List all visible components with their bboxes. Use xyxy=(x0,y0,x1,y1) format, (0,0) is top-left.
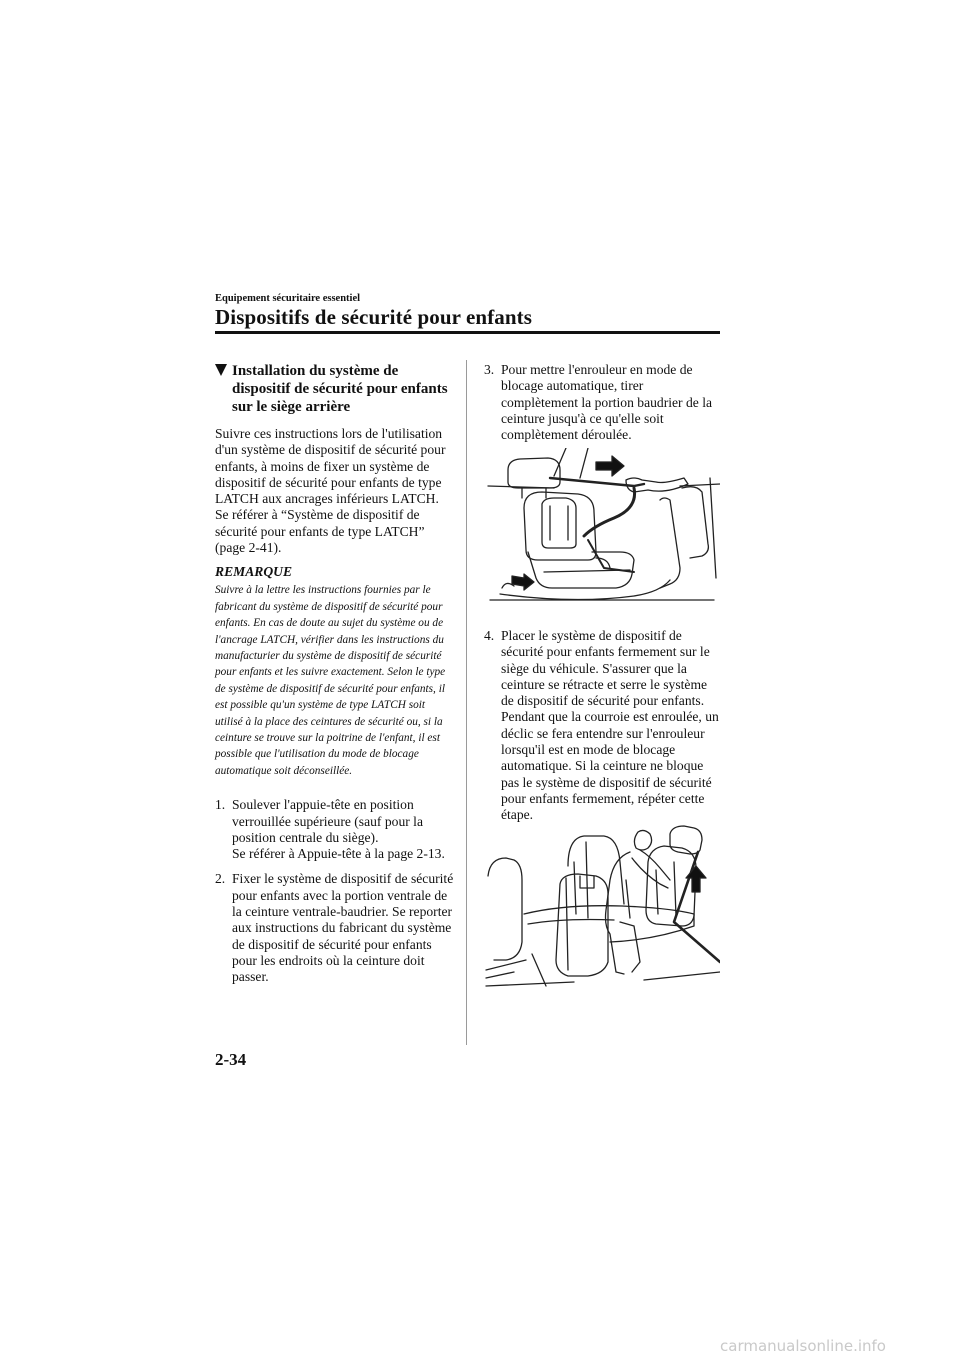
title-rule xyxy=(215,331,720,334)
step-2 xyxy=(215,871,455,985)
right-column xyxy=(484,362,720,452)
step-reference: Se référer à Appuie-tête à la page 2-13. xyxy=(232,846,445,862)
step-4 xyxy=(484,628,720,824)
step-3 xyxy=(484,362,720,443)
right-column-lower xyxy=(484,628,720,833)
step-text: Pour mettre l'enrouleur en mode de blocage automatique, tirer complètement la portion baudrier de la ceinture jusqu'à ce qu'elle soit complètement déroulée. xyxy=(501,362,713,443)
triangle-marker-icon xyxy=(215,364,227,376)
illustration-belt-pull xyxy=(484,448,720,608)
note-title: REMARQUE xyxy=(215,564,293,580)
step-number: 3. xyxy=(484,362,495,377)
page-title: Dispositifs de sécurité pour enfants xyxy=(215,305,533,329)
step-1 xyxy=(215,797,455,862)
step-number: 2. xyxy=(215,871,226,887)
section-label: Equipement sécuritaire essentiel xyxy=(215,293,361,304)
section-heading-text: Installation du système de dispositif de sécurité pour enfants sur le siège arrière xyxy=(232,363,448,415)
step-number: 4. xyxy=(484,628,495,643)
step-text: Placer le système de dispositif de sécurité pour enfants fermement sur le siège du véhicule. S'assurer que la ceinture se rétracte et serre le système de dispositif de sécurité pour enfants. Pendant que la courroie est enroulée, un déclic se fera entendre sur l'enrouleur lorsqu'il est en mode de blocage automatique. Si la ceinture ne bloque pas le système de dispositif de sécurité pour enfants fermement, répéter cette étape. xyxy=(501,628,719,823)
step-text: Soulever l'appuie-tête en position verrouillée supérieure (sauf pour la position centrale du siège). xyxy=(232,797,423,845)
step-number: 1. xyxy=(215,797,226,813)
illustration-seat-install xyxy=(484,822,720,990)
note-text: Suivre à la lettre les instructions fournies par le fabricant du système de dispositif de sécurité pour enfants. En cas de doute au sujet du système ou de l'ancrage LATCH, vérifier dans les instructions du manufacturier du système de dispositif de sécurité pour enfants et les suivre exactement. Selon le type de système de dispositif de sécurité pour enfants, il est possible qu'un système de type LATCH soit utilisé à la place des ceintures de sécurité ou, si la ceinture se trouve sur la poitrine de l'enfant, il est possible que l'utilisation du mode de blocage automatique soit déconseillée. xyxy=(215,584,446,777)
column-divider xyxy=(466,360,467,1045)
section-heading xyxy=(215,362,455,416)
page-number: 2-34 xyxy=(215,1050,247,1069)
left-column xyxy=(215,362,455,995)
footer-watermark: carmanualsonline.info xyxy=(720,1337,886,1355)
intro-paragraph: Suivre ces instructions lors de l'utilisation d'un système de dispositif de sécurité pour enfants, à moins de fixer un système de dispositif de sécurité pour enfants de type LATCH aux ancrages inférieurs LATCH. Se référer à “Système de dispositif de sécurité pour enfants de type LATCH” (page 2-41). xyxy=(215,426,446,556)
step-text: Fixer le système de dispositif de sécurité pour enfants avec la portion ventrale de la ceinture ventrale-baudrier. Se reporter aux instructions du fabricant du système de dispositif de sécurité pour enfants pour les endroits où la ceinture doit passer. xyxy=(232,871,454,985)
